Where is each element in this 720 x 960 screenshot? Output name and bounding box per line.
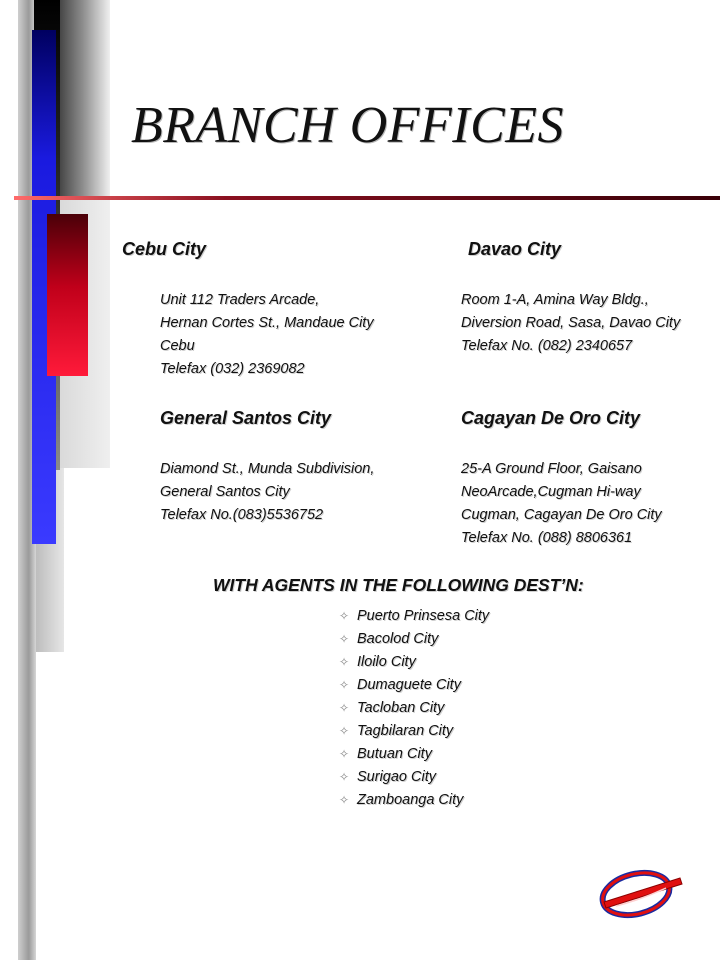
branch-davao-city: Davao City bbox=[468, 239, 562, 259]
address-line: Room 1-A, Amina Way Bldg., bbox=[461, 292, 649, 308]
star-bullet-icon: ✧ bbox=[338, 723, 350, 738]
list-item bbox=[337, 627, 489, 650]
branch-davao-address bbox=[461, 289, 680, 358]
star-bullet-icon: ✧ bbox=[338, 769, 350, 784]
agent-city: Zamboanga City bbox=[357, 791, 464, 808]
agent-city: Tagbilaran City bbox=[357, 722, 454, 739]
agent-city: Puerto Prinsesa City bbox=[357, 607, 490, 624]
agent-city: Butuan City bbox=[357, 745, 432, 762]
branch-cdo-address bbox=[461, 458, 662, 550]
list-item bbox=[337, 742, 489, 765]
page-title: BRANCH OFFICES bbox=[131, 97, 565, 154]
decor-bar-gray-top bbox=[56, 0, 110, 198]
branch-gensan-address bbox=[160, 458, 374, 527]
list-item bbox=[337, 696, 489, 719]
star-bullet-icon: ✧ bbox=[338, 631, 350, 646]
address-line: Diamond St., Munda Subdivision, bbox=[160, 461, 375, 477]
list-item bbox=[337, 719, 489, 742]
address-line: Unit 112 Traders Arcade, bbox=[160, 292, 320, 308]
agents-heading: WITH AGENTS IN THE FOLLOWING DEST’N: bbox=[213, 575, 584, 595]
decor-bar-red bbox=[47, 214, 88, 376]
address-line: Cebu bbox=[160, 338, 195, 354]
list-item bbox=[337, 650, 489, 673]
address-line: Hernan Cortes St., Mandaue City bbox=[160, 315, 374, 331]
address-line: Telefax (032) 2369082 bbox=[160, 361, 305, 377]
agent-city: Iloilo City bbox=[357, 653, 416, 670]
branch-gensan-city: General Santos City bbox=[160, 408, 332, 428]
address-line: Cugman, Cagayan De Oro City bbox=[461, 507, 662, 523]
branch-cebu-address bbox=[160, 289, 374, 381]
star-bullet-icon: ✧ bbox=[338, 746, 350, 761]
star-bullet-icon: ✧ bbox=[338, 792, 350, 807]
agent-city: Dumaguete City bbox=[357, 676, 461, 693]
address-line: Diversion Road, Sasa, Davao City bbox=[461, 315, 681, 331]
star-bullet-icon: ✧ bbox=[338, 677, 350, 692]
address-line: 25-A Ground Floor, Gaisano bbox=[461, 461, 642, 477]
agent-city: Tacloban City bbox=[357, 699, 445, 716]
branch-cebu-city: Cebu City bbox=[122, 239, 207, 259]
star-bullet-icon: ✧ bbox=[338, 608, 350, 623]
agent-city: Bacolod City bbox=[357, 630, 439, 647]
company-logo bbox=[596, 864, 686, 920]
agent-city: Surigao City bbox=[357, 768, 436, 785]
address-line: Telefax No.(083)5536752 bbox=[160, 507, 324, 523]
list-item bbox=[337, 604, 489, 627]
address-line: General Santos City bbox=[160, 484, 290, 500]
star-bullet-icon: ✧ bbox=[338, 700, 350, 715]
list-item bbox=[337, 788, 489, 811]
star-bullet-icon: ✧ bbox=[338, 654, 350, 669]
address-line: NeoArcade,Cugman Hi-way bbox=[461, 484, 641, 500]
branch-cdo-city: Cagayan De Oro City bbox=[461, 408, 641, 428]
list-item bbox=[337, 673, 489, 696]
title-underline bbox=[14, 196, 720, 200]
list-item bbox=[337, 765, 489, 788]
address-line: Telefax No. (082) 2340657 bbox=[461, 338, 633, 354]
address-line: Telefax No. (088) 8806361 bbox=[461, 530, 633, 546]
agent-list bbox=[337, 604, 489, 811]
